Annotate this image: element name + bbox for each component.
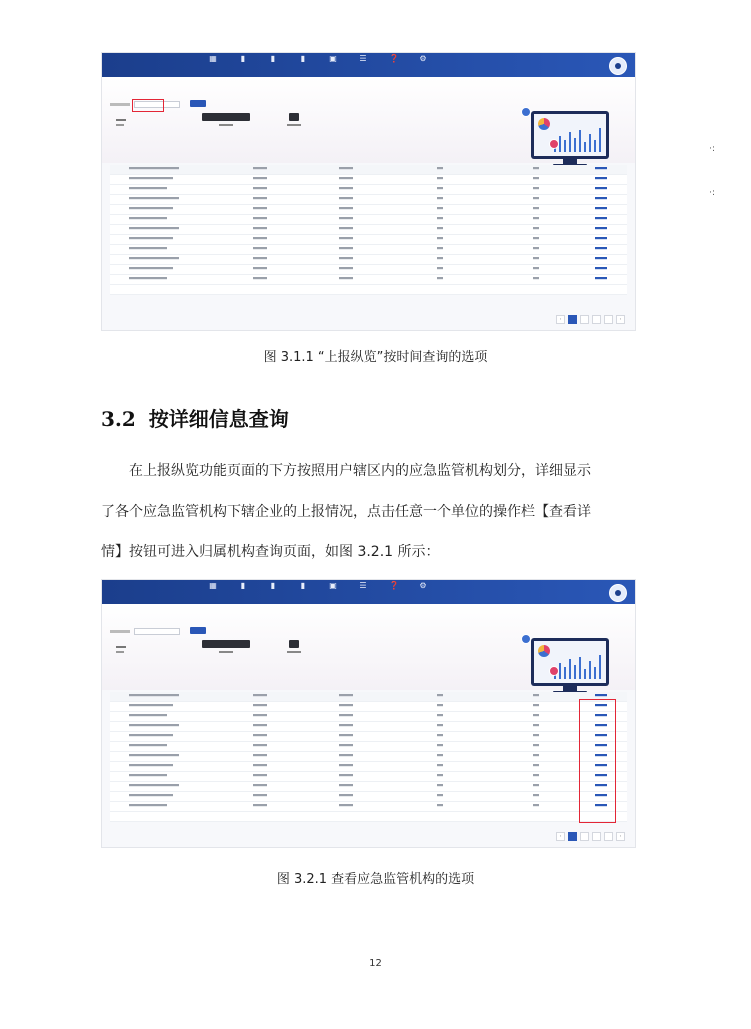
cell-text-graphic bbox=[253, 724, 267, 726]
nav-item bbox=[408, 582, 438, 590]
cell-text-graphic bbox=[437, 794, 443, 796]
help-icon: ❓ bbox=[389, 581, 399, 590]
nav-item bbox=[378, 55, 408, 63]
page-link bbox=[592, 832, 601, 841]
cell-text-graphic bbox=[129, 724, 179, 726]
cell-text-graphic bbox=[437, 267, 443, 269]
paragraph-line-1: 在上报纵览功能页面的下方按照用户辖区内的应急监管机构划分，详细显示 bbox=[129, 463, 591, 479]
document-icon: ▮ bbox=[240, 54, 246, 63]
detail-link-graphic bbox=[595, 177, 607, 179]
cell-text-graphic bbox=[339, 754, 353, 756]
stat-block bbox=[287, 640, 301, 653]
figure-caption-1: 图 3.1.1 “上报纵览”按时间查询的选项 bbox=[263, 350, 488, 365]
query-button bbox=[190, 627, 206, 634]
nav-item bbox=[258, 55, 288, 63]
cell-text-graphic bbox=[437, 734, 443, 736]
detail-link-graphic bbox=[595, 694, 607, 696]
cell-text-graphic bbox=[129, 277, 167, 279]
cell-text-graphic bbox=[339, 247, 353, 249]
cell-text-graphic bbox=[253, 804, 267, 806]
cell-text-graphic bbox=[437, 167, 443, 169]
detail-link-graphic bbox=[595, 207, 607, 209]
cell-text-graphic bbox=[437, 694, 443, 696]
cell-text-graphic bbox=[437, 277, 443, 279]
page-prev: ‹ bbox=[556, 832, 565, 841]
stat-block bbox=[202, 113, 250, 126]
overview-banner bbox=[102, 77, 635, 163]
cell-text-graphic bbox=[129, 207, 173, 209]
section-title: 按详细信息查询 bbox=[148, 407, 289, 431]
cell-text-graphic bbox=[533, 794, 539, 796]
table-rows-graphic bbox=[109, 691, 626, 831]
scan-mark: ·: bbox=[709, 188, 715, 198]
cell-text-graphic bbox=[129, 764, 173, 766]
cell-text-graphic bbox=[253, 247, 267, 249]
cell-text-graphic bbox=[253, 734, 267, 736]
table-rows-graphic bbox=[109, 164, 626, 304]
page-link bbox=[580, 315, 589, 324]
cell-text-graphic bbox=[253, 167, 267, 169]
cell-text-graphic bbox=[253, 217, 267, 219]
cell-text-graphic bbox=[437, 724, 443, 726]
cell-text-graphic bbox=[339, 704, 353, 706]
pagination bbox=[556, 315, 625, 324]
cell-text-graphic bbox=[533, 187, 539, 189]
cell-text-graphic bbox=[437, 187, 443, 189]
detail-link-graphic bbox=[595, 237, 607, 239]
page-current bbox=[568, 315, 577, 324]
cell-text-graphic bbox=[129, 257, 179, 259]
cell-text-graphic bbox=[129, 774, 167, 776]
page-link bbox=[604, 832, 613, 841]
cell-text-graphic bbox=[437, 774, 443, 776]
cell-text-graphic bbox=[129, 227, 179, 229]
cell-text-graphic bbox=[437, 177, 443, 179]
cell-text-graphic bbox=[253, 744, 267, 746]
cell-text-graphic bbox=[533, 694, 539, 696]
cell-text-graphic bbox=[533, 784, 539, 786]
figure-caption-2: 图 3.2.1 查看应急监管机构的选项 bbox=[276, 872, 475, 887]
cell-text-graphic bbox=[129, 754, 179, 756]
paragraph-line-3: 情】按钮可进入归属机构查询页面，如图 3.2.1 所示： bbox=[101, 544, 440, 560]
main-nav bbox=[198, 582, 438, 590]
document-icon: ▮ bbox=[300, 581, 306, 590]
cell-text-graphic bbox=[533, 207, 539, 209]
cell-text-graphic bbox=[533, 267, 539, 269]
cell-text-graphic bbox=[533, 704, 539, 706]
page-next: › bbox=[616, 832, 625, 841]
nav-item bbox=[318, 582, 348, 590]
cell-text-graphic bbox=[437, 744, 443, 746]
page-number: 12 bbox=[369, 958, 382, 969]
detail-link-graphic bbox=[595, 267, 607, 269]
nav-item bbox=[258, 582, 288, 590]
section-heading bbox=[101, 403, 289, 432]
cell-text-graphic bbox=[129, 744, 167, 746]
document-icon: ▮ bbox=[240, 581, 246, 590]
gear-icon: ⚙ bbox=[419, 581, 427, 590]
cell-text-graphic bbox=[533, 217, 539, 219]
detail-link-graphic bbox=[595, 197, 607, 199]
cell-text-graphic bbox=[533, 744, 539, 746]
cell-text-graphic bbox=[339, 197, 353, 199]
cell-text-graphic bbox=[339, 187, 353, 189]
cell-text-graphic bbox=[533, 764, 539, 766]
list-icon: ☰ bbox=[359, 54, 367, 63]
cell-text-graphic bbox=[129, 694, 179, 696]
cell-text-graphic bbox=[339, 207, 353, 209]
nav-item bbox=[198, 582, 228, 590]
list-icon: ☰ bbox=[359, 581, 367, 590]
grid-icon: ▦ bbox=[209, 54, 217, 63]
cell-text-graphic bbox=[437, 197, 443, 199]
cell-text-graphic bbox=[253, 187, 267, 189]
detail-link-graphic bbox=[595, 167, 607, 169]
cell-text-graphic bbox=[253, 774, 267, 776]
cell-text-graphic bbox=[129, 704, 173, 706]
highlight-box bbox=[132, 99, 164, 112]
cell-text-graphic bbox=[339, 217, 353, 219]
cell-text-graphic bbox=[437, 754, 443, 756]
nav-item bbox=[288, 582, 318, 590]
cell-text-graphic bbox=[533, 754, 539, 756]
cell-text-graphic bbox=[339, 734, 353, 736]
cell-text-graphic bbox=[533, 277, 539, 279]
cell-text-graphic bbox=[129, 714, 167, 716]
page-current bbox=[568, 832, 577, 841]
cell-text-graphic bbox=[129, 217, 167, 219]
nav-item bbox=[318, 55, 348, 63]
cell-text-graphic bbox=[253, 764, 267, 766]
cell-text-graphic bbox=[253, 754, 267, 756]
nav-item bbox=[228, 55, 258, 63]
cell-text-graphic bbox=[129, 247, 167, 249]
time-input bbox=[134, 628, 180, 635]
cell-text-graphic bbox=[339, 167, 353, 169]
nav-item bbox=[228, 582, 258, 590]
cell-text-graphic bbox=[533, 724, 539, 726]
detail-link-graphic bbox=[595, 217, 607, 219]
app-header bbox=[102, 580, 635, 604]
scan-mark: ·: bbox=[709, 144, 715, 154]
cell-text-graphic bbox=[437, 804, 443, 806]
monitor-illustration bbox=[525, 638, 615, 698]
nav-item bbox=[348, 582, 378, 590]
detail-link-graphic bbox=[595, 257, 607, 259]
document-icon: ▮ bbox=[300, 54, 306, 63]
cell-text-graphic bbox=[129, 267, 173, 269]
cell-text-graphic bbox=[339, 784, 353, 786]
cell-text-graphic bbox=[253, 714, 267, 716]
cell-text-graphic bbox=[437, 207, 443, 209]
main-nav bbox=[198, 55, 438, 63]
cell-text-graphic bbox=[533, 247, 539, 249]
highlight-box bbox=[579, 699, 616, 823]
stat-block bbox=[116, 646, 126, 653]
cell-text-graphic bbox=[533, 714, 539, 716]
help-icon: ❓ bbox=[389, 54, 399, 63]
cell-text-graphic bbox=[339, 714, 353, 716]
grid-icon: ▦ bbox=[209, 581, 217, 590]
cell-text-graphic bbox=[437, 257, 443, 259]
detail-link-graphic bbox=[595, 227, 607, 229]
cell-text-graphic bbox=[437, 217, 443, 219]
cell-text-graphic bbox=[253, 227, 267, 229]
cell-text-graphic bbox=[339, 804, 353, 806]
gear-icon: ⚙ bbox=[419, 54, 427, 63]
detail-link-graphic bbox=[595, 187, 607, 189]
page-link bbox=[592, 315, 601, 324]
cell-text-graphic bbox=[253, 794, 267, 796]
cell-text-graphic bbox=[253, 257, 267, 259]
cell-text-graphic bbox=[533, 237, 539, 239]
cell-text-graphic bbox=[339, 277, 353, 279]
cell-text-graphic bbox=[253, 704, 267, 706]
monitor-icon: ▣ bbox=[329, 54, 337, 63]
cell-text-graphic bbox=[339, 257, 353, 259]
cell-text-graphic bbox=[339, 267, 353, 269]
cell-text-graphic bbox=[339, 794, 353, 796]
cell-text-graphic bbox=[437, 714, 443, 716]
cell-text-graphic bbox=[437, 237, 443, 239]
pagination bbox=[556, 832, 625, 841]
nav-item bbox=[378, 582, 408, 590]
section-number: 3.2 bbox=[101, 407, 136, 431]
paragraph-line-2: 了各个应急监管机构下辖企业的上报情况，点击任意一个单位的操作栏【查看详 bbox=[101, 504, 591, 520]
document-icon: ▮ bbox=[270, 54, 276, 63]
cell-text-graphic bbox=[129, 734, 173, 736]
nav-item bbox=[288, 55, 318, 63]
document-icon: ▮ bbox=[270, 581, 276, 590]
detail-link-graphic bbox=[595, 277, 607, 279]
detail-link-graphic bbox=[595, 247, 607, 249]
avatar bbox=[609, 57, 627, 75]
cell-text-graphic bbox=[129, 804, 167, 806]
query-button bbox=[190, 100, 206, 107]
nav-item bbox=[348, 55, 378, 63]
cell-text-graphic bbox=[253, 267, 267, 269]
time-filter bbox=[110, 628, 180, 635]
cell-text-graphic bbox=[253, 237, 267, 239]
cell-text-graphic bbox=[339, 694, 353, 696]
cell-text-graphic bbox=[339, 177, 353, 179]
cell-text-graphic bbox=[253, 177, 267, 179]
cell-text-graphic bbox=[339, 774, 353, 776]
cell-text-graphic bbox=[339, 237, 353, 239]
cell-text-graphic bbox=[533, 804, 539, 806]
cell-text-graphic bbox=[437, 704, 443, 706]
avatar bbox=[609, 584, 627, 602]
cell-text-graphic bbox=[129, 177, 173, 179]
cell-text-graphic bbox=[129, 187, 167, 189]
cell-text-graphic bbox=[339, 227, 353, 229]
cell-text-graphic bbox=[253, 694, 267, 696]
cell-text-graphic bbox=[533, 257, 539, 259]
cell-text-graphic bbox=[129, 794, 173, 796]
cell-text-graphic bbox=[339, 744, 353, 746]
cell-text-graphic bbox=[253, 207, 267, 209]
cell-text-graphic bbox=[533, 167, 539, 169]
page-link bbox=[580, 832, 589, 841]
cell-text-graphic bbox=[533, 197, 539, 199]
app-header bbox=[102, 53, 635, 77]
cell-text-graphic bbox=[339, 764, 353, 766]
page-next: › bbox=[616, 315, 625, 324]
cell-text-graphic bbox=[533, 734, 539, 736]
nav-item bbox=[408, 55, 438, 63]
cell-text-graphic bbox=[437, 784, 443, 786]
monitor-illustration bbox=[525, 111, 615, 171]
page-prev: ‹ bbox=[556, 315, 565, 324]
cell-text-graphic bbox=[129, 784, 179, 786]
nav-item bbox=[198, 55, 228, 63]
cell-text-graphic bbox=[253, 277, 267, 279]
cell-text-graphic bbox=[129, 237, 173, 239]
cell-text-graphic bbox=[129, 167, 179, 169]
cell-text-graphic bbox=[253, 784, 267, 786]
stat-block bbox=[116, 119, 126, 126]
cell-text-graphic bbox=[533, 177, 539, 179]
cell-text-graphic bbox=[437, 227, 443, 229]
cell-text-graphic bbox=[129, 197, 179, 199]
cell-text-graphic bbox=[533, 774, 539, 776]
page-link bbox=[604, 315, 613, 324]
overview-banner bbox=[102, 604, 635, 690]
cell-text-graphic bbox=[253, 197, 267, 199]
cell-text-graphic bbox=[437, 764, 443, 766]
stat-block bbox=[287, 113, 301, 126]
cell-text-graphic bbox=[339, 724, 353, 726]
cell-text-graphic bbox=[533, 227, 539, 229]
stat-block bbox=[202, 640, 250, 653]
cell-text-graphic bbox=[437, 247, 443, 249]
monitor-icon: ▣ bbox=[329, 581, 337, 590]
